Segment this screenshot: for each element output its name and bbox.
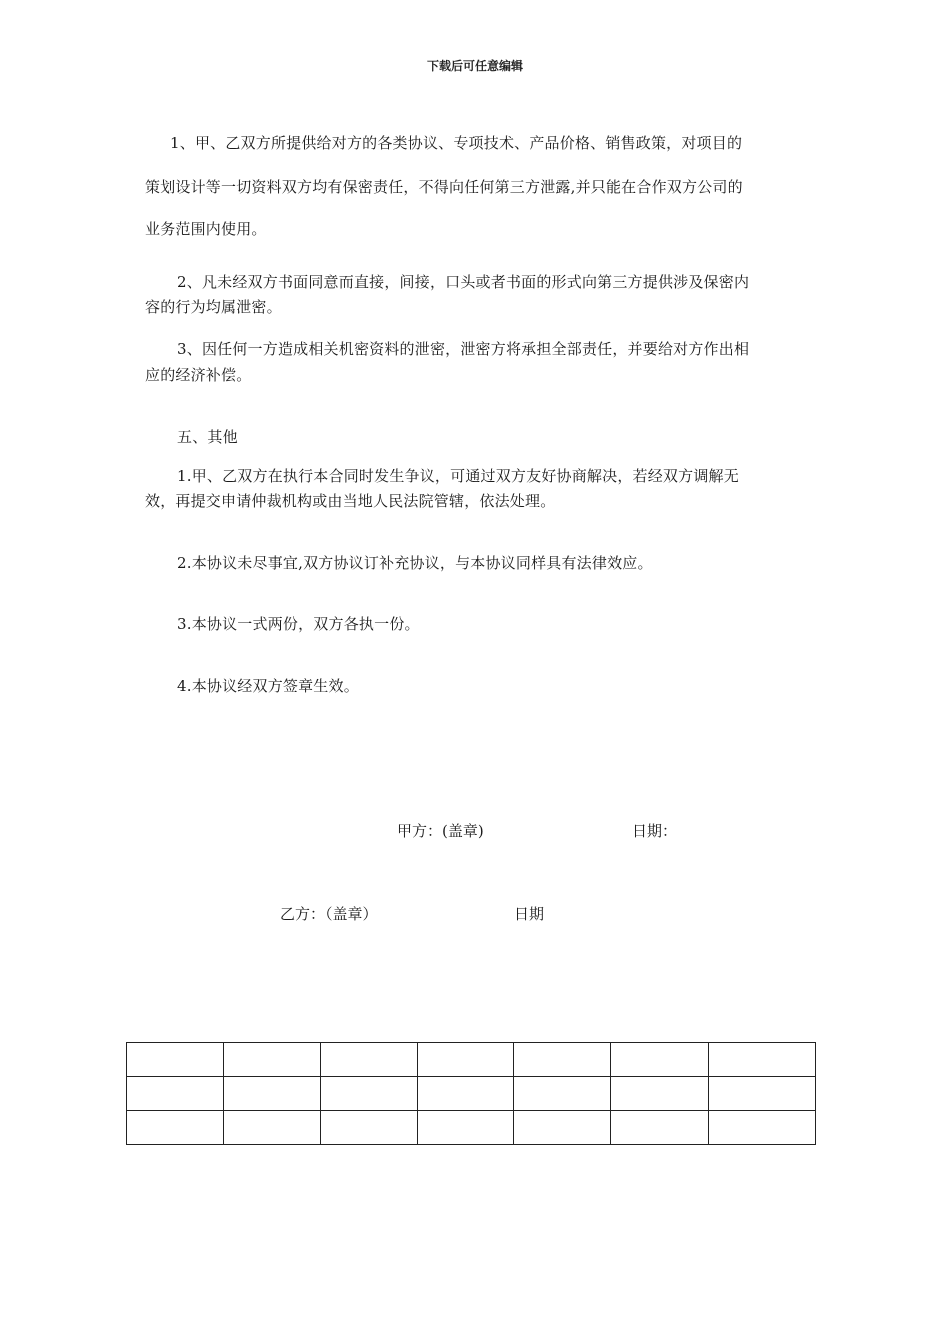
clause-4: 4.本协议经双方签章生效。 bbox=[177, 677, 359, 695]
table-cell bbox=[611, 1111, 709, 1145]
table-cell bbox=[417, 1043, 514, 1077]
table-cell bbox=[514, 1111, 611, 1145]
party-a-date: 日期： bbox=[632, 822, 678, 840]
table-cell bbox=[223, 1077, 320, 1111]
table-cell bbox=[611, 1043, 709, 1077]
party-b-date: 日期 bbox=[514, 905, 545, 923]
paragraph-1-line-2: 策划设计等一切资料双方均有保密责任，不得向任何第三方泄露,并只能在合作双方公司的 bbox=[145, 178, 743, 196]
table-cell bbox=[709, 1043, 816, 1077]
table-cell bbox=[514, 1077, 611, 1111]
party-a-seal: 甲方：(盖章) bbox=[397, 822, 484, 840]
paragraph-2-line-1: 2、凡未经双方书面同意而直接，间接，口头或者书面的形式向第三方提供涉及保密内 bbox=[177, 273, 750, 291]
table-row bbox=[127, 1111, 816, 1145]
clause-1-line-2: 效，再提交申请仲裁机构或由当地人民法院管辖，依法处理。 bbox=[145, 492, 556, 510]
table-cell bbox=[611, 1077, 709, 1111]
clause-3: 3.本协议一式两份，双方各执一份。 bbox=[177, 615, 420, 633]
table-cell bbox=[417, 1111, 514, 1145]
table-cell bbox=[320, 1111, 417, 1145]
table-cell bbox=[320, 1043, 417, 1077]
paragraph-2-line-2: 容的行为均属泄密。 bbox=[145, 298, 282, 316]
table-row bbox=[127, 1043, 816, 1077]
section-title: 五、其他 bbox=[177, 428, 238, 446]
table-cell bbox=[127, 1043, 224, 1077]
table-cell bbox=[223, 1111, 320, 1145]
table-row bbox=[127, 1077, 816, 1111]
blank-table bbox=[126, 1042, 816, 1145]
table-cell bbox=[709, 1111, 816, 1145]
party-b-seal: 乙方：（盖章） bbox=[280, 905, 378, 923]
clause-1-line-1: 1.甲、乙双方在执行本合同时发生争议，可通过双方友好协商解决，若经双方调解无 bbox=[177, 467, 739, 485]
table-cell bbox=[127, 1077, 224, 1111]
paragraph-1-line-1: 1、甲、乙双方所提供给对方的各类协议、专项技术、产品价格、销售政策，对项目的 bbox=[170, 134, 743, 152]
table-cell bbox=[417, 1077, 514, 1111]
paragraph-3-line-1: 3、因任何一方造成相关机密资料的泄密，泄密方将承担全部责任，并要给对方作出相 bbox=[177, 340, 750, 358]
table-cell bbox=[320, 1077, 417, 1111]
paragraph-1-line-3: 业务范围内使用。 bbox=[145, 220, 267, 238]
table-cell bbox=[127, 1111, 224, 1145]
header-note: 下载后可任意编辑 bbox=[426, 59, 523, 73]
table-cell bbox=[223, 1043, 320, 1077]
table-cell bbox=[514, 1043, 611, 1077]
paragraph-3-line-2: 应的经济补偿。 bbox=[145, 366, 252, 384]
table-cell bbox=[709, 1077, 816, 1111]
clause-2: 2.本协议未尽事宜,双方协议订补充协议，与本协议同样具有法律效应。 bbox=[177, 554, 653, 572]
